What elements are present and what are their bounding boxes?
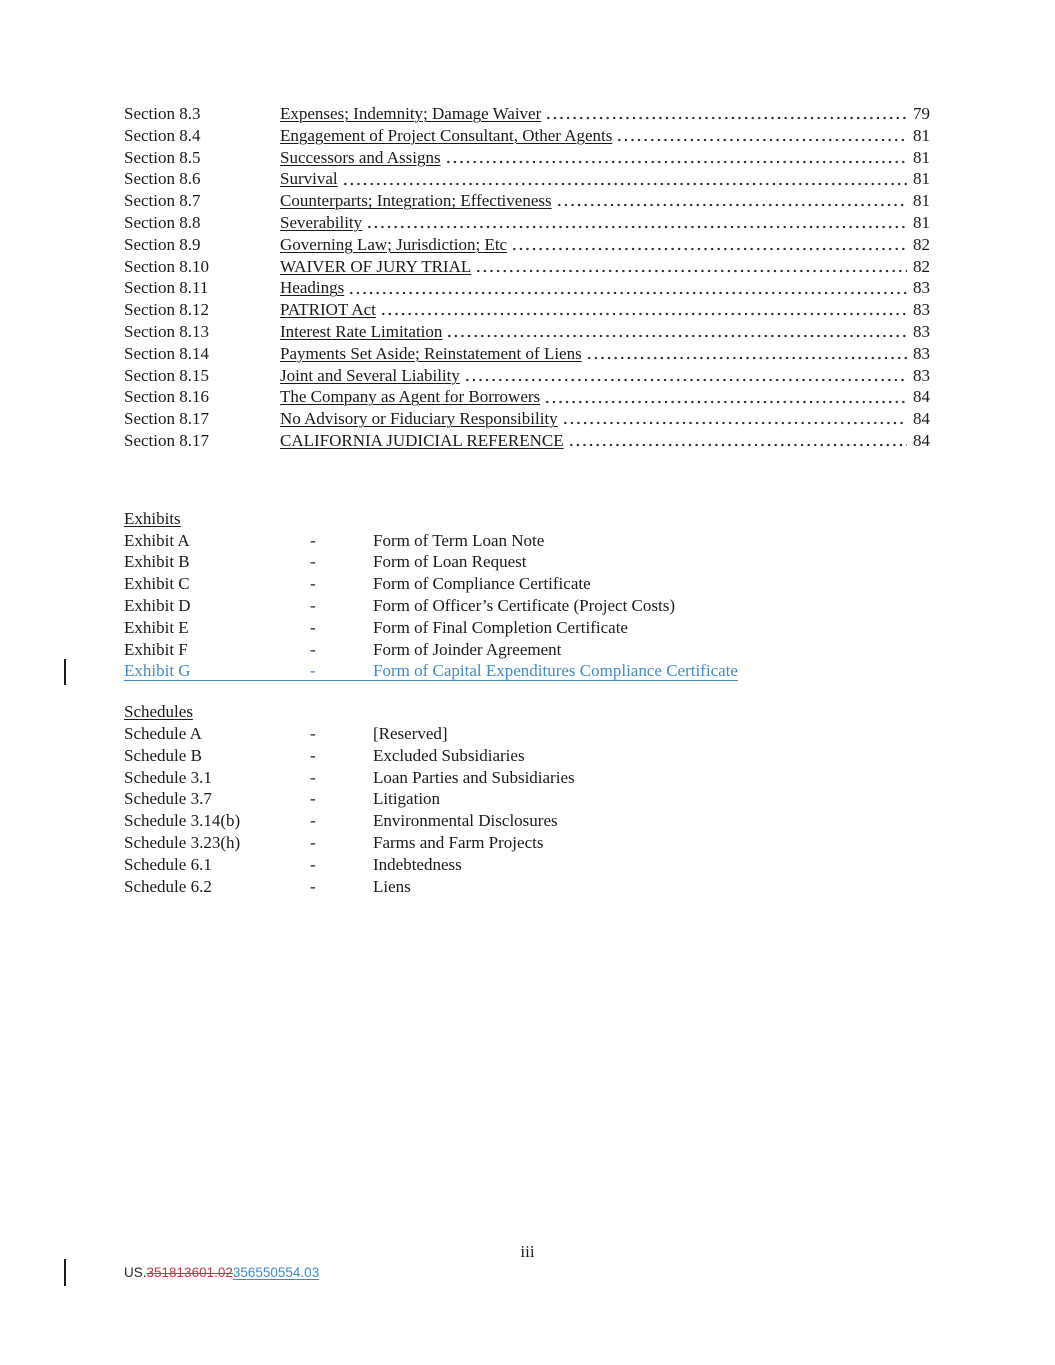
toc-entry-title: Successors and Assigns bbox=[280, 147, 441, 167]
exhibits-list bbox=[124, 508, 930, 682]
dot-leader bbox=[474, 256, 907, 278]
item-separator: - bbox=[310, 723, 316, 743]
toc-section-label: Section 8.5 bbox=[124, 147, 201, 167]
item-separator: - bbox=[310, 854, 316, 874]
exhibit-row bbox=[124, 551, 930, 573]
toc-section-label: Section 8.12 bbox=[124, 300, 209, 320]
item-description: Form of Final Completion Certificate bbox=[373, 617, 628, 637]
toc-section-label: Section 8.14 bbox=[124, 343, 209, 363]
toc-page-number: 83 bbox=[913, 343, 930, 363]
item-label: Exhibit F bbox=[124, 639, 188, 659]
item-description: Form of Joinder Agreement bbox=[373, 639, 562, 659]
item-separator: - bbox=[310, 811, 316, 831]
dot-leader bbox=[463, 365, 907, 387]
item-label: Exhibit A bbox=[124, 530, 190, 550]
row-content bbox=[124, 530, 544, 552]
exhibit-rows bbox=[124, 530, 930, 683]
item-description: [Reserved] bbox=[373, 723, 448, 743]
dot-leader bbox=[555, 190, 907, 212]
toc-row bbox=[124, 147, 930, 169]
item-separator: - bbox=[310, 595, 316, 615]
row-content bbox=[124, 854, 462, 876]
exhibits-heading: Exhibits bbox=[124, 508, 181, 528]
item-label: Schedule 3.7 bbox=[124, 789, 212, 809]
doc-id-inserted-number: 356550554.03 bbox=[232, 1265, 320, 1280]
toc-row bbox=[124, 386, 930, 408]
toc-page-number: 81 bbox=[913, 147, 930, 167]
schedule-row bbox=[124, 745, 930, 767]
item-separator: - bbox=[310, 530, 316, 550]
inserted-row-content bbox=[124, 660, 738, 681]
item-description: Form of Officer’s Certificate (Project Costs) bbox=[373, 595, 675, 615]
item-description: Loan Parties and Subsidiaries bbox=[373, 767, 575, 787]
dot-leader bbox=[567, 430, 907, 452]
item-description: Excluded Subsidiaries bbox=[373, 745, 525, 765]
dot-leader bbox=[544, 103, 907, 125]
toc-page-number: 83 bbox=[913, 321, 930, 341]
item-separator: - bbox=[310, 661, 316, 681]
toc-page-number: 79 bbox=[913, 104, 930, 123]
toc-row bbox=[124, 168, 930, 190]
dot-leader bbox=[347, 277, 907, 299]
toc-entry-title: Expenses; Indemnity; Damage Waiver bbox=[280, 104, 542, 123]
schedule-row bbox=[124, 810, 930, 832]
toc-page-number: 82 bbox=[913, 234, 930, 254]
toc-section-label: Section 8.13 bbox=[124, 321, 209, 341]
item-description: Liens bbox=[373, 876, 411, 896]
toc-entry-title: Joint and Several Liability bbox=[280, 365, 460, 385]
row-content bbox=[124, 832, 543, 854]
dot-leader bbox=[561, 408, 907, 430]
item-separator: - bbox=[310, 832, 316, 852]
exhibit-row bbox=[124, 639, 930, 661]
toc-page-number: 82 bbox=[913, 256, 930, 276]
schedule-row bbox=[124, 832, 930, 854]
row-content bbox=[124, 767, 575, 789]
toc-entry-title: Governing Law; Jurisdiction; Etc bbox=[280, 234, 508, 254]
toc-section-label: Section 8.17 bbox=[124, 430, 209, 450]
dot-leader bbox=[445, 321, 907, 343]
document-id bbox=[124, 1263, 319, 1283]
item-description: Environmental Disclosures bbox=[373, 811, 558, 831]
toc-section-label: Section 8.10 bbox=[124, 256, 209, 276]
toc-entry-title: Counterparts; Integration; Effectiveness bbox=[280, 191, 552, 211]
toc-section-label: Section 8.15 bbox=[124, 365, 209, 385]
toc-entry-title: CALIFORNIA JUDICIAL REFERENCE bbox=[280, 430, 564, 450]
row-content bbox=[124, 595, 675, 617]
schedule-rows bbox=[124, 723, 930, 897]
toc-page-number: 83 bbox=[913, 365, 930, 385]
item-label: Schedule 6.1 bbox=[124, 854, 212, 874]
toc-page-number: 84 bbox=[913, 409, 930, 429]
toc-page-number: 81 bbox=[913, 169, 930, 189]
toc-row bbox=[124, 125, 930, 147]
toc-row bbox=[124, 212, 930, 234]
item-description: Form of Term Loan Note bbox=[373, 530, 545, 550]
row-content bbox=[124, 745, 525, 767]
dot-leader bbox=[365, 212, 907, 234]
item-separator: - bbox=[310, 552, 316, 572]
schedule-row bbox=[124, 788, 930, 810]
toc-row bbox=[124, 256, 930, 278]
toc-entry-title: The Company as Agent for Borrowers bbox=[280, 387, 541, 407]
item-separator: - bbox=[310, 876, 316, 896]
item-label: Schedule 3.1 bbox=[124, 767, 212, 787]
toc-row bbox=[124, 343, 930, 365]
row-content bbox=[124, 876, 411, 898]
toc-entry-title: WAIVER OF JURY TRIAL bbox=[280, 256, 472, 276]
revision-change-bar bbox=[64, 1259, 66, 1286]
item-label: Schedule A bbox=[124, 723, 202, 743]
toc-section-label: Section 8.11 bbox=[124, 278, 209, 298]
dot-leader bbox=[341, 168, 907, 190]
row-content bbox=[124, 788, 440, 810]
item-label: Schedule B bbox=[124, 745, 202, 765]
toc-entry-title: No Advisory or Fiduciary Responsibility bbox=[280, 409, 558, 429]
row-content bbox=[124, 639, 561, 661]
toc-entry-title: Survival bbox=[280, 169, 338, 189]
doc-id-deleted-number: 351813601.02 bbox=[146, 1265, 233, 1280]
row-content bbox=[124, 551, 526, 573]
table-of-contents bbox=[124, 103, 930, 452]
item-label: Exhibit B bbox=[124, 552, 190, 572]
item-description: Farms and Farm Projects bbox=[373, 832, 544, 852]
toc-page-number: 81 bbox=[913, 212, 930, 232]
toc-row bbox=[124, 190, 930, 212]
row-content bbox=[124, 810, 558, 832]
toc-entry-title: Headings bbox=[280, 278, 345, 298]
dot-leader bbox=[379, 299, 907, 321]
item-label: Schedule 3.23(h) bbox=[124, 832, 241, 852]
toc-page-number: 83 bbox=[913, 300, 930, 320]
toc-section-label: Section 8.3 bbox=[124, 104, 201, 123]
doc-id-prefix: US. bbox=[124, 1265, 147, 1280]
exhibit-row bbox=[124, 595, 930, 617]
item-separator: - bbox=[310, 574, 316, 594]
toc-section-label: Section 8.8 bbox=[124, 212, 201, 232]
item-label: Exhibit C bbox=[124, 574, 190, 594]
item-label: Exhibit D bbox=[124, 595, 191, 615]
toc-rows bbox=[124, 103, 930, 452]
toc-row bbox=[124, 408, 930, 430]
item-separator: - bbox=[310, 617, 316, 637]
item-separator: - bbox=[310, 767, 316, 787]
toc-section-label: Section 8.7 bbox=[124, 191, 201, 211]
dot-leader bbox=[543, 386, 907, 408]
toc-page-number: 81 bbox=[913, 125, 930, 145]
toc-section-label: Section 8.9 bbox=[124, 234, 201, 254]
item-label: Schedule 3.14(b) bbox=[124, 811, 241, 831]
revision-change-bar bbox=[64, 659, 66, 685]
toc-entry-title: Interest Rate Limitation bbox=[280, 321, 443, 341]
item-description: Form of Compliance Certificate bbox=[373, 574, 591, 594]
toc-page-number: 84 bbox=[913, 430, 930, 450]
page-content bbox=[124, 103, 930, 897]
exhibit-row bbox=[124, 530, 930, 552]
toc-row bbox=[124, 103, 930, 125]
toc-section-label: Section 8.17 bbox=[124, 409, 209, 429]
schedule-row bbox=[124, 723, 930, 745]
item-separator: - bbox=[310, 745, 316, 765]
toc-row bbox=[124, 321, 930, 343]
item-separator: - bbox=[310, 639, 316, 659]
dot-leader bbox=[585, 343, 907, 365]
schedule-row bbox=[124, 876, 930, 898]
toc-entry-title: Payments Set Aside; Reinstatement of Liens bbox=[280, 343, 582, 363]
toc-entry-title: PATRIOT Act bbox=[280, 300, 376, 320]
dot-leader bbox=[615, 125, 907, 147]
toc-page-number: 81 bbox=[913, 191, 930, 211]
exhibit-row bbox=[124, 573, 930, 595]
item-separator: - bbox=[310, 789, 316, 809]
schedules-list bbox=[124, 701, 930, 897]
item-label: Exhibit E bbox=[124, 617, 189, 637]
toc-row bbox=[124, 299, 930, 321]
toc-row bbox=[124, 277, 930, 299]
item-label: Schedule 6.2 bbox=[124, 876, 212, 896]
toc-section-label: Section 8.6 bbox=[124, 169, 201, 189]
item-label: Exhibit G bbox=[124, 661, 191, 681]
toc-page-number: 83 bbox=[913, 278, 930, 298]
toc-entry-title: Severability bbox=[280, 212, 363, 232]
schedule-row bbox=[124, 854, 930, 876]
row-content bbox=[124, 573, 591, 595]
row-content bbox=[124, 723, 448, 745]
toc-entry-title: Engagement of Project Consultant, Other Agents bbox=[280, 125, 613, 145]
toc-section-label: Section 8.16 bbox=[124, 387, 209, 407]
toc-row bbox=[124, 234, 930, 256]
dot-leader bbox=[510, 234, 907, 256]
toc-row bbox=[124, 430, 930, 452]
toc-row bbox=[124, 365, 930, 387]
dot-leader bbox=[444, 147, 907, 169]
exhibit-row bbox=[124, 660, 930, 682]
toc-section-label: Section 8.4 bbox=[124, 125, 201, 145]
item-description: Form of Loan Request bbox=[373, 552, 527, 572]
row-content bbox=[124, 617, 628, 639]
exhibit-row bbox=[124, 617, 930, 639]
toc-page-number: 84 bbox=[913, 387, 930, 407]
page-number: iii bbox=[520, 1242, 535, 1261]
item-description: Litigation bbox=[373, 789, 441, 809]
item-description: Indebtedness bbox=[373, 854, 462, 874]
item-description: Form of Capital Expenditures Compliance Certificate bbox=[373, 661, 738, 681]
schedule-row bbox=[124, 767, 930, 789]
schedules-heading: Schedules bbox=[124, 702, 193, 722]
